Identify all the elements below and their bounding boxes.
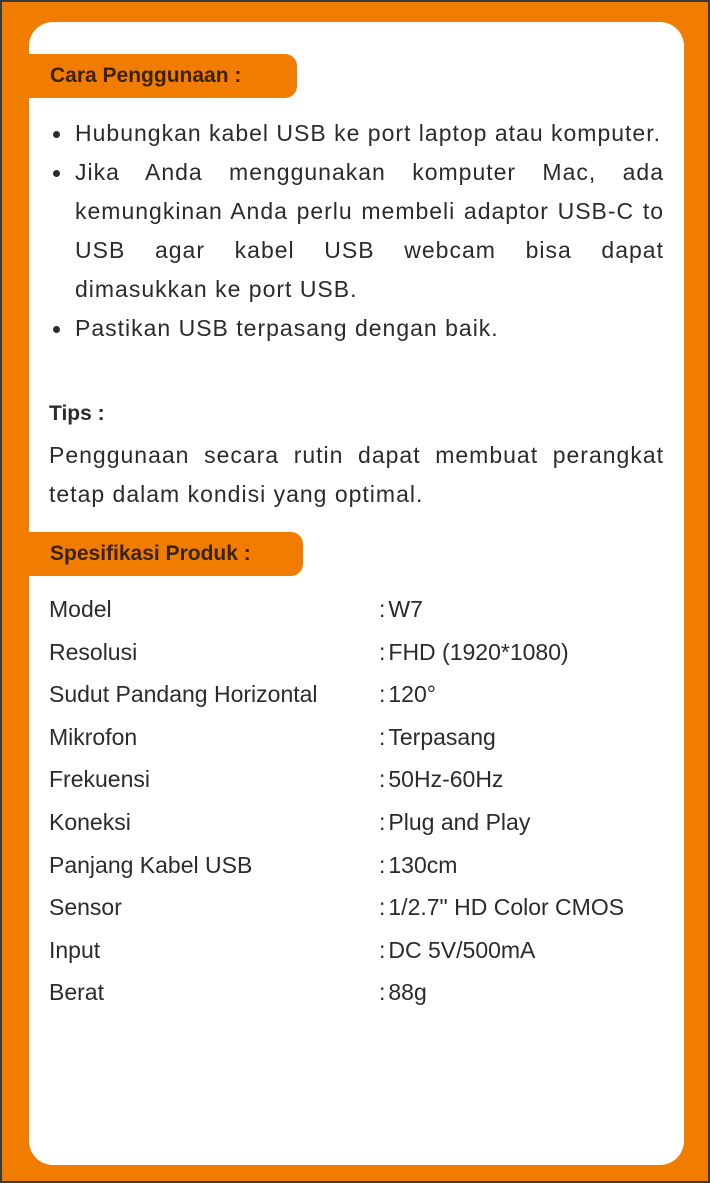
spec-label: Model — [49, 596, 112, 622]
spec-label: Panjang Kabel USB — [49, 851, 253, 878]
spec-separator: : — [379, 851, 386, 878]
spec-separator: : — [379, 723, 386, 750]
tips-heading: Tips : — [49, 402, 105, 425]
spec-row — [49, 929, 669, 972]
spec-value: W7 — [388, 596, 423, 622]
product-info-card — [29, 22, 684, 1165]
spec-row — [49, 716, 669, 759]
list-item — [49, 114, 664, 153]
list-item — [49, 153, 664, 309]
specs-heading: Spesifikasi Produk : — [29, 532, 303, 576]
bullet-icon — [53, 131, 60, 138]
spec-table — [49, 588, 669, 1014]
spec-row — [49, 673, 669, 716]
spec-value: 120° — [388, 681, 436, 708]
bullet-icon — [53, 326, 60, 333]
spec-separator: : — [379, 596, 386, 622]
list-item — [49, 309, 664, 348]
spec-label: Koneksi — [49, 808, 131, 835]
spec-separator: : — [379, 979, 386, 1006]
usage-list — [49, 114, 664, 348]
usage-item-text: Jika Anda menggunakan komputer Mac, ada kemungkinan Anda perlu membeli adaptor USB-C to USB agar kabel USB webcam bisa dapat dimasukkan ke port USB. — [75, 159, 664, 302]
spec-value: Plug and Play — [388, 808, 531, 835]
spec-row — [49, 801, 669, 844]
spec-value: 130cm — [388, 851, 458, 878]
spec-label: Mikrofon — [49, 723, 138, 750]
spec-separator: : — [379, 766, 386, 793]
usage-heading: Cara Penggunaan : — [29, 54, 297, 98]
spec-separator: : — [379, 936, 386, 963]
spec-separator: : — [379, 808, 386, 835]
spec-row — [49, 971, 669, 1014]
spec-row — [49, 588, 669, 631]
spec-separator: : — [379, 681, 386, 708]
spec-row — [49, 631, 669, 674]
spec-row — [49, 886, 669, 929]
spec-value: FHD (1920*1080) — [388, 638, 569, 665]
bullet-icon — [53, 170, 60, 177]
spec-value: Terpasang — [388, 723, 496, 750]
spec-label: Berat — [49, 979, 104, 1006]
spec-row — [49, 758, 669, 801]
spec-label: Frekuensi — [49, 766, 150, 793]
usage-item-text: Hubungkan kabel USB ke port laptop atau komputer. — [75, 120, 662, 146]
spec-value: 88g — [388, 979, 427, 1006]
spec-label: Input — [49, 936, 101, 963]
spec-separator: : — [379, 894, 386, 921]
spec-separator: : — [379, 638, 386, 665]
usage-item-text: Pastikan USB terpasang dengan baik. — [75, 315, 499, 341]
spec-label: Resolusi — [49, 638, 138, 665]
spec-value: DC 5V/500mA — [388, 936, 536, 963]
spec-value: 1/2.7" HD Color CMOS — [388, 894, 625, 921]
spec-value: 50Hz-60Hz — [388, 766, 504, 793]
tips-text: Penggunaan secara rutin dapat membuat perangkat tetap dalam kondisi yang optimal. — [49, 442, 664, 507]
spec-label: Sensor — [49, 894, 122, 921]
spec-row — [49, 844, 669, 887]
spec-label: Sudut Pandang Horizontal — [49, 681, 318, 708]
